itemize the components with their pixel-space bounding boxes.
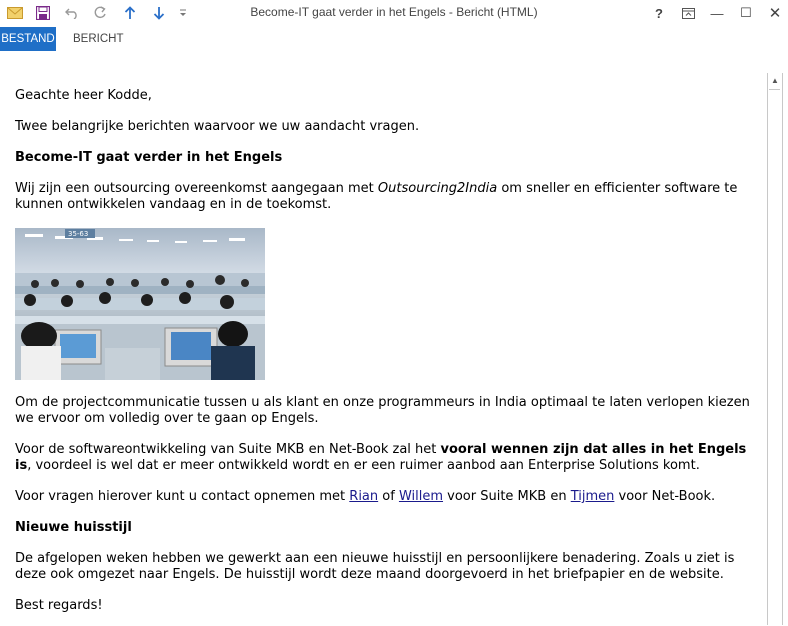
text-run: Voor vragen hierover kunt u contact opnemen met <box>15 489 350 504</box>
maximize-button[interactable]: ☐ <box>740 5 752 20</box>
text-run: Wij zijn een outsourcing overeenkomst aangegaan met <box>15 181 378 196</box>
contact-paragraph <box>15 489 763 505</box>
close-button[interactable]: ✕ <box>768 5 782 22</box>
huisstijl-paragraph: De afgelopen weken hebben we gewerkt aan een nieuwe huisstijl en persoonlijkere benadering. Zoals u ziet is deze ook omgezet naar Engels. De huisstijl wordt deze maand doorgevoerd in het briefpapier en de website. <box>15 551 735 582</box>
partner-name: Outsourcing2India <box>377 181 498 196</box>
minimize-button[interactable]: — <box>710 5 724 21</box>
intro-paragraph: Twee belangrijke berichten waarvoor we uw aandacht vragen. <box>15 119 420 134</box>
text-run: , voordeel is wel dat er meer ontwikkeld wordt en er een ruimer aanbod aan Enterprise Solutions komt. <box>27 458 700 473</box>
scroll-thumb[interactable] <box>769 89 780 626</box>
heading-text: Become-IT gaat verder in het Engels <box>15 150 283 165</box>
section-heading-huisstijl <box>15 520 763 536</box>
text-run: Voor de softwareontwikkeling van Suite MKB en Net-Book zal het <box>15 442 441 457</box>
heading-text: Nieuwe huisstijl <box>15 520 132 535</box>
text-run: of <box>378 489 399 504</box>
ribbon-tabs <box>0 27 788 51</box>
software-paragraph <box>15 442 763 474</box>
greeting: Geachte heer Kodde, <box>15 88 152 103</box>
emphasis-text: vooral wennen zijn dat alles in het Engels is <box>15 442 747 473</box>
link-willem[interactable]: Willem <box>398 489 444 504</box>
outsourcing-paragraph <box>15 181 763 213</box>
communication-paragraph: Om de projectcommunicatie tussen u als klant en onze programmeurs in India optimaal te laten verlopen kiezen we ervoor om volledig over te gaan op Engels. <box>15 395 750 426</box>
link-rian[interactable]: Rian <box>349 489 379 504</box>
ribbon-display-options-button[interactable] <box>677 3 699 23</box>
scroll-up-arrow-icon[interactable]: ▲ <box>771 76 779 85</box>
link-tijmen[interactable]: Tijmen <box>570 489 615 504</box>
tab-bestand[interactable]: BESTAND <box>0 27 56 51</box>
help-button[interactable]: ? <box>655 5 663 21</box>
office-photo <box>15 228 265 380</box>
message-body <box>0 52 766 625</box>
vertical-scrollbar[interactable] <box>767 73 783 625</box>
text-run: voor Suite MKB en <box>443 489 571 504</box>
tab-bericht[interactable]: BERICHT <box>73 33 124 45</box>
section-heading-english <box>15 150 763 166</box>
text-run: om sneller en efficienter software te kunnen ontwikkelen vandaag en in de toekomst. <box>15 181 738 212</box>
office-sign: 35-63 <box>68 230 89 238</box>
text-run: voor Net-Book. <box>614 489 716 504</box>
window-title: Become-IT gaat verder in het Engels - Bericht (HTML) <box>250 5 538 19</box>
closing: Best regards! <box>15 598 103 613</box>
title-bar <box>0 0 788 26</box>
message-content <box>15 88 763 625</box>
